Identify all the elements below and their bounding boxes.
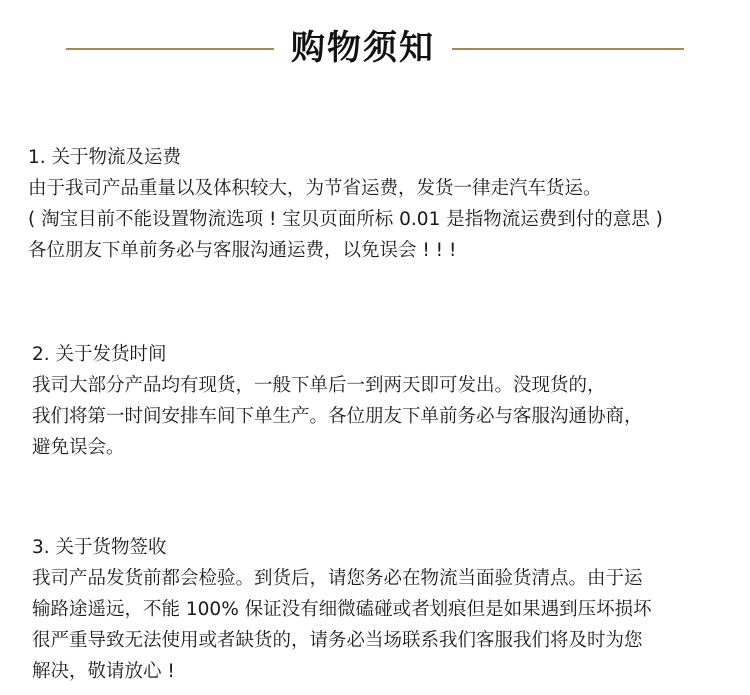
section-heading: 2. 关于发货时间 xyxy=(32,344,167,365)
section-text-line: 输路途遥远，不能 100% 保证没有细微磕碰或者划痕但是如果遇到压坏损坏 xyxy=(32,599,652,620)
section-heading: 3. 关于货物签收 xyxy=(32,537,167,558)
section-shipping-logistics xyxy=(28,142,750,266)
page-header xyxy=(0,22,750,74)
page-title: 购物须知 xyxy=(291,28,435,68)
section-goods-receipt xyxy=(32,532,750,687)
header-divider-left xyxy=(66,48,274,50)
section-delivery-time xyxy=(32,339,750,463)
section-text-line: 由于我司产品重量以及体积较大，为节省运费，发货一律走汽车货运。 xyxy=(28,178,602,199)
section-text-line: 很严重导致无法使用或者缺货的，请务必当场联系我们客服我们将及时为您 xyxy=(32,630,643,651)
section-text-line: 我司大部分产品均有现货，一般下单后一到两天即可发出。没现货的， xyxy=(32,375,606,396)
header-divider-right xyxy=(452,48,684,50)
section-text-line: ( 淘宝目前不能设置物流选项 ! 宝贝页面所标 0.01 是指物流运费到付的意思 ) xyxy=(28,209,663,230)
section-text-line: 我们将第一时间安排车间下单生产。各位朋友下单前务必与客服沟通协商， xyxy=(32,406,643,427)
section-heading: 1. 关于物流及运费 xyxy=(28,147,182,168)
section-text-line: 我司产品发货前都会检验。到货后，请您务必在物流当面验货清点。由于运 xyxy=(32,568,643,589)
section-text-line: 解决，敬请放心 ! xyxy=(32,661,175,682)
section-text-line: 各位朋友下单前务必与客服沟通运费，以免误会 ! ! ! xyxy=(28,240,457,261)
section-text-line: 避免误会。 xyxy=(32,437,125,458)
